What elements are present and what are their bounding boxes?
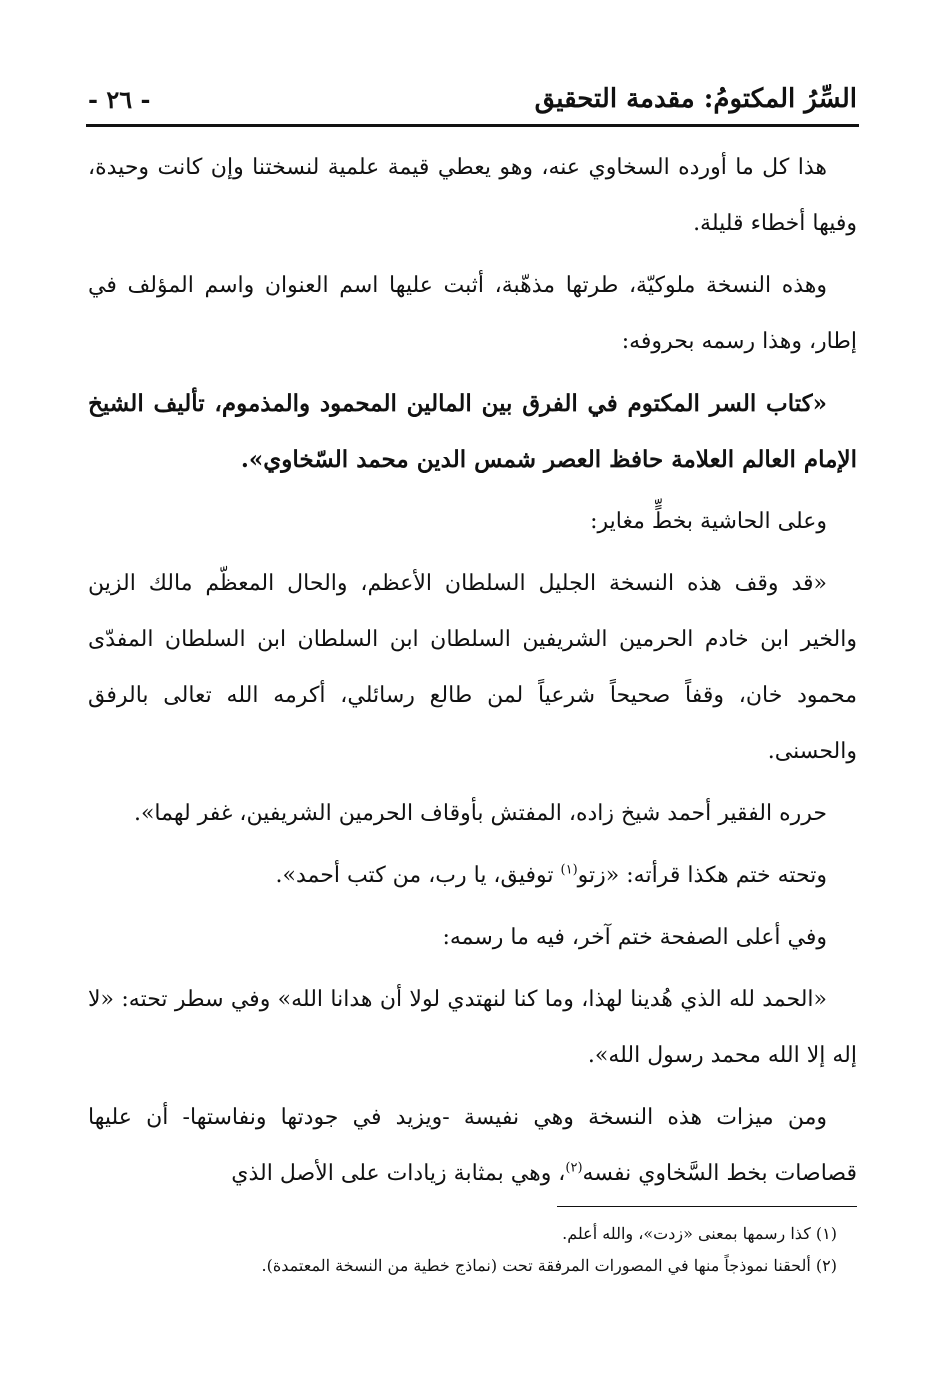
page-number: - ٢٦ - bbox=[88, 84, 151, 114]
body-text bbox=[88, 140, 857, 1208]
last-text-before: ومن ميزات هذه النسخة وهي نفيسة -ويزيد في جودتها ونفاستها- أن عليها قصاصات بخط السَّخاوي نفسه bbox=[88, 1105, 857, 1186]
footnote: (١) كذا رسمها بمعنى «زدت»، والله أعلم. bbox=[562, 1224, 837, 1243]
paragraph: وعلى الحاشية بخطٍّ مغاير: bbox=[590, 509, 827, 534]
last-text-after: ، وهي بمثابة زيادات على الأصل الذي bbox=[231, 1161, 566, 1186]
seal-paragraph bbox=[88, 848, 857, 904]
footnote: (٢) ألحقنا نموذجاً منها في المصورات المرفقة تحت (نماذج خطية من النسخة المعتمدة). bbox=[261, 1256, 837, 1275]
running-title: السِّرُ المكتومُ: مقدمة التحقيق bbox=[534, 84, 857, 114]
header-rule bbox=[86, 124, 859, 127]
paragraph: «الحمد لله الذي هُدينا لهذا، وما كنا لنهتدي لولا أن هدانا الله» وفي سطر تحته: «لا إله إلا الله محمد رسول الله». bbox=[88, 987, 857, 1068]
footnote-mark: (٢) bbox=[565, 1160, 583, 1176]
paragraph: وفي أعلى الصفحة ختم آخر، فيه ما رسمه: bbox=[442, 925, 827, 950]
page-header bbox=[88, 78, 857, 120]
paragraph: وهذه النسخة ملوكيّة، طرتها مذهّبة، أثبت عليها اسم العنوان واسم المؤلف في إطار، وهذا رسمه بحروفه: bbox=[88, 273, 857, 354]
footnotes bbox=[88, 1218, 857, 1282]
seal-text-after: توفيق، يا رب، من كتب أحمد». bbox=[275, 863, 561, 888]
paragraph: حرره الفقير أحمد شيخ زاده، المفتش بأوقاف الحرمين الشريفين، غفر لهما». bbox=[133, 801, 827, 826]
book-title-quote: «كتاب السر المكتوم في الفرق بين المالين المحمود والمذموم، تأليف الشيخ الإمام العالم العلامة حافظ العصر شمس الدين محمد السّخاوي». bbox=[88, 390, 857, 473]
paragraph: هذا كل ما أورده السخاوي عنه، وهو يعطي قيمة علمية لنسختنا وإن كانت وحيدة، وفيها أخطاء قليلة. bbox=[88, 155, 857, 236]
last-paragraph bbox=[88, 1090, 857, 1202]
footnote-mark: (١) bbox=[560, 862, 578, 878]
waqf-quote: «قد وقف هذه النسخة الجليل السلطان الأعظم، والحال المعظّم مالك الزين والخير ابن خادم الحرمين الشريفين السلطان ابن السلطان ابن السلطان المفدّى محمود خان، وقفاً صحيحاً شرعياً لمن طالع رسائلي، أكرمه الله تعالى بالرفق والحسنى. bbox=[88, 571, 857, 764]
seal-text-before: وتحته ختم هكذا قرأته: «زتو bbox=[577, 863, 827, 888]
footnote-rule bbox=[557, 1206, 857, 1207]
